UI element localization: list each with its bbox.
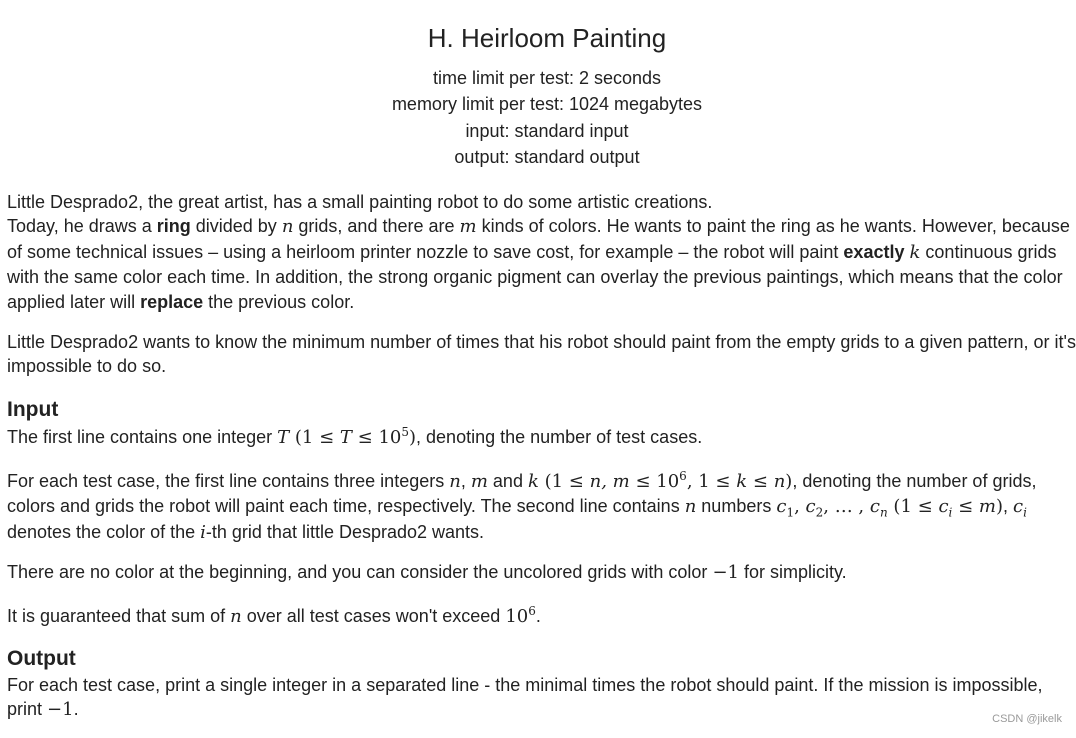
input-paragraph-4 xyxy=(7,604,1076,629)
text: , xyxy=(1003,496,1014,517)
text: . xyxy=(73,699,79,720)
math-subscript: 2 xyxy=(815,506,824,520)
statement-intro: Little Desprado2, the great artist, has a small painting robot to do some artistic creations. xyxy=(7,192,713,212)
math-i: i xyxy=(200,521,206,543)
math-k: k xyxy=(909,241,921,263)
text: denotes the color of the xyxy=(7,521,201,542)
math-subscript: i xyxy=(1023,506,1027,520)
math-text: (1 ≤ xyxy=(887,496,939,518)
math-m: m xyxy=(978,496,996,518)
bold-ring: ring xyxy=(156,216,191,237)
math-text: , … , xyxy=(823,496,870,518)
math-c: c xyxy=(869,496,880,518)
math-text: ) xyxy=(995,496,1004,518)
text: , denoting the number of grids, colors and grids the robot will paint each time, respectively. The second line contains xyxy=(7,471,1037,517)
math-subscript: n xyxy=(879,506,888,520)
math-text: , xyxy=(794,496,806,518)
statement-paragraph-1 xyxy=(7,190,1076,314)
math-c: c xyxy=(805,496,816,518)
text: grids, and there are xyxy=(293,216,460,237)
input-line-1 xyxy=(7,425,1076,450)
math-subscript: i xyxy=(948,506,953,520)
math-n: n xyxy=(684,496,697,518)
math-text: ≤ 10 xyxy=(629,471,680,492)
math-c: c xyxy=(1013,496,1024,518)
input-paragraph-2 xyxy=(7,469,1076,545)
math-n: n xyxy=(449,471,461,492)
input-file: input: standard input xyxy=(465,121,629,141)
bold-exactly: exactly xyxy=(843,241,905,262)
text: over all test cases won't exceed xyxy=(241,606,506,626)
math-T: T xyxy=(277,427,290,448)
math-m: m xyxy=(470,471,488,492)
math-k: k xyxy=(736,471,748,492)
text: , denoting the number of test cases. xyxy=(416,427,703,447)
math-exponent: 6 xyxy=(528,604,536,618)
input-heading: Input xyxy=(7,398,59,421)
math-c: c xyxy=(776,496,787,518)
text: , xyxy=(460,471,471,491)
math-text: , 1 ≤ xyxy=(686,471,737,492)
text: kinds of colors. He wants to paint the ring as he wants. However, because of some technical issues – using a heirloom printer nozzle to save cost, for example – the robot will paint xyxy=(7,216,1070,262)
math-text: ≤ xyxy=(747,471,774,492)
math-subscript: 1 xyxy=(786,506,795,520)
text: continuous grids with the same color each time. In addition, the strong organic pigment can overlay the previous paintings, which means that the color applied later will xyxy=(7,241,1063,312)
math-ten: 10 xyxy=(505,606,529,627)
math-nm: n, m xyxy=(589,471,630,492)
text: For each test case, print a single integer in a separated line - the minimal times the robot should paint. If the mission is impossible, print xyxy=(7,675,1043,720)
text: For each test case, the first line contains three integers xyxy=(7,471,450,491)
text: numbers xyxy=(696,496,777,517)
math-exponent: 5 xyxy=(401,425,409,439)
math-text: ) xyxy=(785,471,793,492)
text: divided by xyxy=(190,216,282,237)
math-n: n xyxy=(773,471,786,492)
text: It is guaranteed that sum of xyxy=(7,606,231,626)
text: Today, he draws a xyxy=(7,216,157,237)
math-n: n xyxy=(230,606,242,627)
memory-limit: memory limit per test: 1024 megabytes xyxy=(391,94,703,114)
math-neg-one: −1 xyxy=(47,699,74,721)
math-text: ≤ xyxy=(952,496,979,518)
math-text: ≤ 10 xyxy=(351,427,402,448)
math-exponent: 6 xyxy=(679,469,687,483)
watermark: CSDN @jikelk xyxy=(992,713,1062,725)
text: . xyxy=(535,606,541,626)
output-paragraph xyxy=(7,673,1076,723)
math-k: k xyxy=(527,471,539,492)
input-paragraph-3 xyxy=(7,560,1076,585)
math-m: m xyxy=(459,216,477,238)
text: The first line contains one integer xyxy=(7,427,278,447)
math-text: (1 ≤ xyxy=(538,471,590,492)
text: the previous color. xyxy=(203,291,355,312)
text: There are no color at the beginning, and you can consider the uncolored grids with color xyxy=(7,562,713,582)
math-c: c xyxy=(938,496,949,518)
output-file: output: standard output xyxy=(454,147,640,167)
bold-replace: replace xyxy=(140,291,204,312)
text: -th grid that little Desprado2 wants. xyxy=(205,521,485,542)
text: for simplicity. xyxy=(738,562,847,582)
text: and xyxy=(487,471,528,491)
statement-paragraph-2: Little Desprado2 wants to know the minimum number of times that his robot should paint from the empty grids to a given pattern, or it's impossible to do so. xyxy=(7,332,1076,377)
math-text: (1 ≤ xyxy=(289,427,340,448)
math-n: n xyxy=(281,216,294,238)
math-T: T xyxy=(339,427,352,448)
math-neg-one: −1 xyxy=(712,562,739,583)
math-text: ) xyxy=(409,427,417,448)
problem-title: H. Heirloom Painting xyxy=(427,23,667,53)
output-heading: Output xyxy=(7,647,76,670)
time-limit: time limit per test: 2 seconds xyxy=(432,68,662,88)
